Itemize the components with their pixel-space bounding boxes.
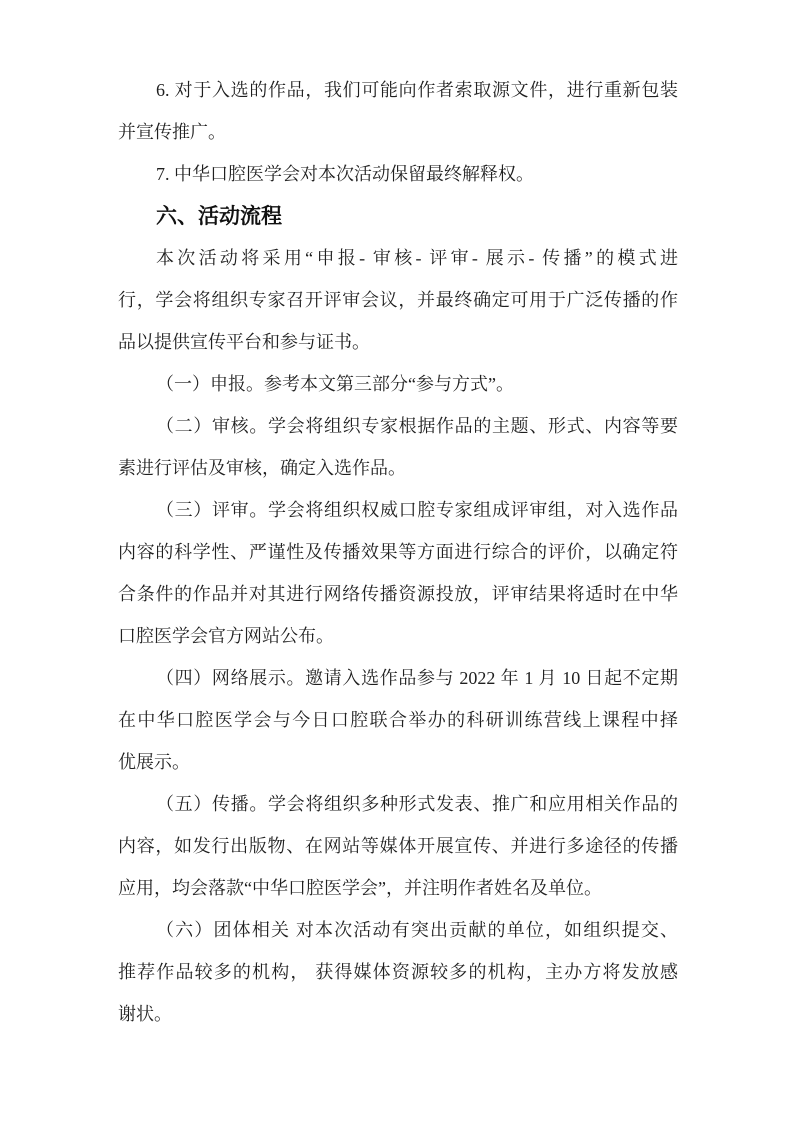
text-line: 优展示。	[118, 752, 190, 772]
text-line: （六）团体相关 对本次活动有突出贡献的单位，如组织提交、	[156, 920, 678, 940]
text-line: 在中华口腔医学会与今日口腔联合举办的科研训练营线上课程中择	[118, 710, 678, 730]
text-line: （三）评审。学会将组织权威口腔专家组成评审组，对入选作品	[156, 500, 678, 520]
text-line: 本次活动将采用“申报- 审核- 评审- 展示- 传播”的模式进	[156, 248, 678, 268]
text-line: 推荐作品较多的机构， 获得媒体资源较多的机构，主办方将发放感	[118, 962, 678, 982]
text-line: 口腔医学会官方网站公布。	[118, 626, 334, 646]
text-line: 品以提供宣传平台和参与证书。	[118, 332, 370, 352]
text-line: 内容，如发行出版物、在网站等媒体开展宣传、并进行多途径的传播	[118, 836, 678, 856]
text-line: 并宣传推广。	[118, 122, 226, 142]
text-line: 内容的科学性、严谨性及传播效果等方面进行综合的评价，以确定符	[118, 542, 678, 562]
text-line: 谢状。	[118, 1004, 172, 1024]
text-line: （一）申报。参考本文第三部分“参与方式”。	[156, 374, 514, 394]
document-body	[118, 69, 678, 1035]
text-line: 6. 对于入选的作品，我们可能向作者索取源文件，进行重新包装	[156, 80, 678, 100]
text-line: 行，学会将组织专家召开评审会议，并最终确定可用于广泛传播的作	[118, 290, 678, 310]
text-line: （五）传播。学会将组织多种形式发表、推广和应用相关作品的	[156, 794, 678, 814]
section-heading: 六、活动流程	[156, 204, 282, 228]
text-line: 7. 中华口腔医学会对本次活动保留最终解释权。	[156, 164, 534, 184]
text-line: 素进行评估及审核，确定入选作品。	[118, 458, 406, 478]
text-line: 合条件的作品并对其进行网络传播资源投放，评审结果将适时在中华	[118, 584, 678, 604]
text-line: 应用，均会落款“中华口腔医学会”，并注明作者姓名及单位。	[118, 878, 602, 898]
text-line: （四）网络展示。邀请入选作品参与 2022 年 1 月 10 日起不定期	[156, 668, 678, 688]
text-line: （二）审核。学会将组织专家根据作品的主题、形式、内容等要	[156, 416, 678, 436]
